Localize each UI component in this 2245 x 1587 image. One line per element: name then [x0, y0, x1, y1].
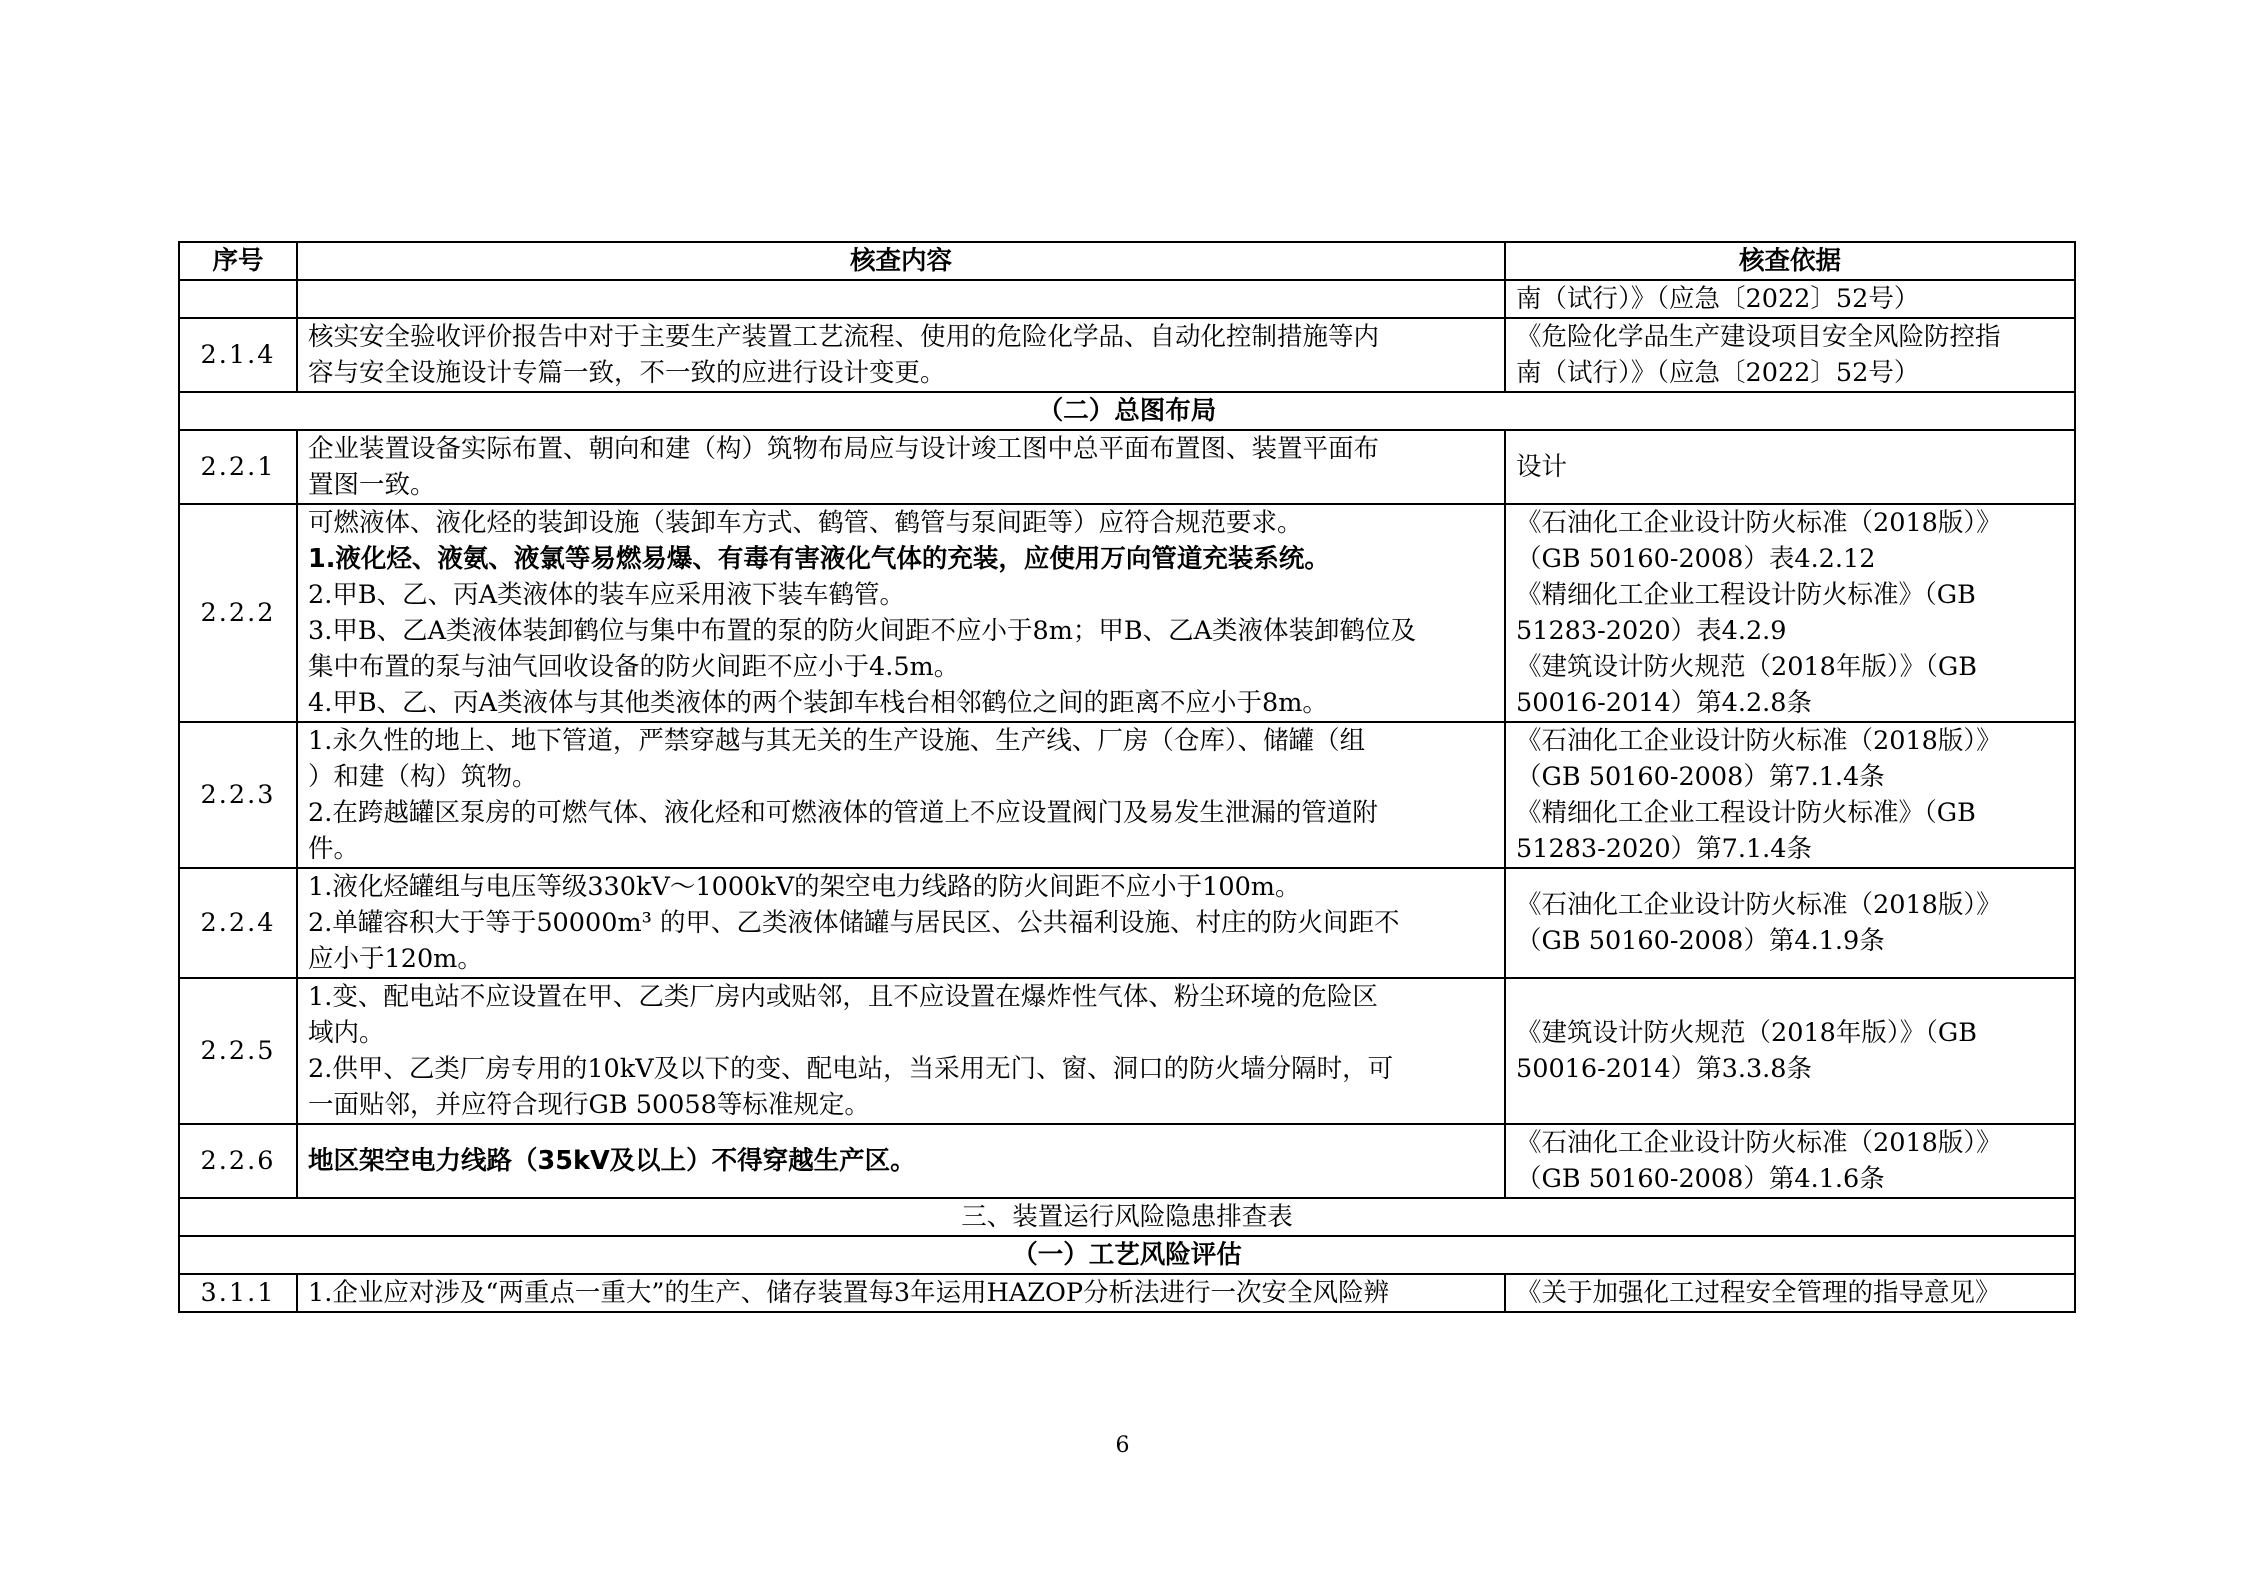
table-row [179, 430, 2075, 504]
table-row [179, 504, 2075, 722]
row-basis: 《危险化学品生产建设项目安全风险防控指 南（试行）》（应急〔2022〕52号） [1505, 318, 2075, 392]
table-row [179, 280, 2075, 318]
table-row [179, 1124, 2075, 1198]
header-content: 核查内容 [297, 242, 1505, 280]
table-row [179, 868, 2075, 978]
row-basis: 设计 [1505, 430, 2075, 504]
header-no: 序号 [179, 242, 297, 280]
row-no: 2.2.5 [179, 978, 297, 1124]
table-row [179, 318, 2075, 392]
row-content [297, 280, 1505, 318]
section-title: （一）工艺风险评估 [179, 1236, 2075, 1274]
row-content: 1.永久性的地上、地下管道，严禁穿越与其无关的生产设施、生产线、厂房（仓库）、储罐（组 ）和建（构）筑物。 2.在跨越罐区泵房的可燃气体、液化烃和可燃液体的管道上不应设置阀门及易发生泄漏的管道附 件。 [297, 722, 1505, 868]
row-basis: 《石油化工企业设计防火标准（2018版）》 （GB 50160-2008）第4.1.9条 [1505, 868, 2075, 978]
section-title: 三、装置运行风险隐患排查表 [179, 1198, 2075, 1236]
section-title: （二）总图布局 [179, 392, 2075, 430]
row-no: 2.2.6 [179, 1124, 297, 1198]
section-row [179, 392, 2075, 430]
row-no: 3.1.1 [179, 1274, 297, 1312]
header-row [179, 242, 2075, 280]
row-basis: 《建筑设计防火规范（2018年版）》（GB 50016-2014）第3.3.8条 [1505, 978, 2075, 1124]
row-content: 企业装置设备实际布置、朝向和建（构）筑物布局应与设计竣工图中总平面布置图、装置平面布 置图一致。 [297, 430, 1505, 504]
row-content: 1.变、配电站不应设置在甲、乙类厂房内或贴邻，且不应设置在爆炸性气体、粉尘环境的危险区 域内。 2.供甲、乙类厂房专用的10kV及以下的变、配电站，当采用无门、窗、洞口的防火墙分隔时，可 一面贴邻，并应符合现行GB 50058等标准规定。 [297, 978, 1505, 1124]
row-no: 2.2.1 [179, 430, 297, 504]
row-content: 地区架空电力线路（35kV及以上）不得穿越生产区。 [297, 1124, 1505, 1198]
page-number: 6 [1115, 1433, 1130, 1458]
row-no: 2.2.3 [179, 722, 297, 868]
section-row [179, 1198, 2075, 1236]
row-basis: 《石油化工企业设计防火标准（2018版）》 （GB 50160-2008）表4.2.12 《精细化工企业工程设计防火标准》（GB 51283-2020）表4.2.9 《建筑设计防火规范（2018年版）》（GB 50016-2014）第4.2.8条 [1505, 504, 2075, 722]
inspection-table [178, 241, 2076, 1313]
row-content: 1.企业应对涉及“两重点一重大”的生产、储存装置每3年运用HAZOP分析法进行一次安全风险辨 [297, 1274, 1505, 1312]
row-no: 2.2.4 [179, 868, 297, 978]
row-basis: 《石油化工企业设计防火标准（2018版）》 （GB 50160-2008）第4.1.6条 [1505, 1124, 2075, 1198]
table-row [179, 722, 2075, 868]
section-row [179, 1236, 2075, 1274]
row-content: 可燃液体、液化烃的装卸设施（装卸车方式、鹤管、鹤管与泵间距等）应符合规范要求。 1.液化烃、液氨、液氯等易燃易爆、有毒有害液化气体的充装，应使用万向管道充装系统。 2.甲B、乙、丙A类液体的装车应采用液下装车鹤管。 3.甲B、乙A类液体装卸鹤位与集中布置的泵的防火间距不应小于8m；甲B、乙A类液体装卸鹤位及 集中布置的泵与油气回收设备的防火间距不应小于4.5m。 4.甲B、乙、丙A类液体与其他类液体的两个装卸车栈台相邻鹤位之间的距离不应小于8m。 [297, 504, 1505, 722]
header-basis: 核查依据 [1505, 242, 2075, 280]
row-basis: 《关于加强化工过程安全管理的指导意见》 [1505, 1274, 2075, 1312]
table-row [179, 978, 2075, 1124]
row-content: 1.液化烃罐组与电压等级330kV～1000kV的架空电力线路的防火间距不应小于100m。 2.单罐容积大于等于50000m³ 的甲、乙类液体储罐与居民区、公共福利设施、村庄的防火间距不 应小于120m。 [297, 868, 1505, 978]
row-basis: 《石油化工企业设计防火标准（2018版）》 （GB 50160-2008）第7.1.4条 《精细化工企业工程设计防火标准》（GB 51283-2020）第7.1.4条 [1505, 722, 2075, 868]
row-content: 核实安全验收评价报告中对于主要生产装置工艺流程、使用的危险化学品、自动化控制措施等内 容与安全设施设计专篇一致，不一致的应进行设计变更。 [297, 318, 1505, 392]
row-no: 2.1.4 [179, 318, 297, 392]
row-no: 2.2.2 [179, 504, 297, 722]
row-basis: 南（试行）》（应急〔2022〕52号） [1505, 280, 2075, 318]
row-no [179, 280, 297, 318]
table-row [179, 1274, 2075, 1312]
